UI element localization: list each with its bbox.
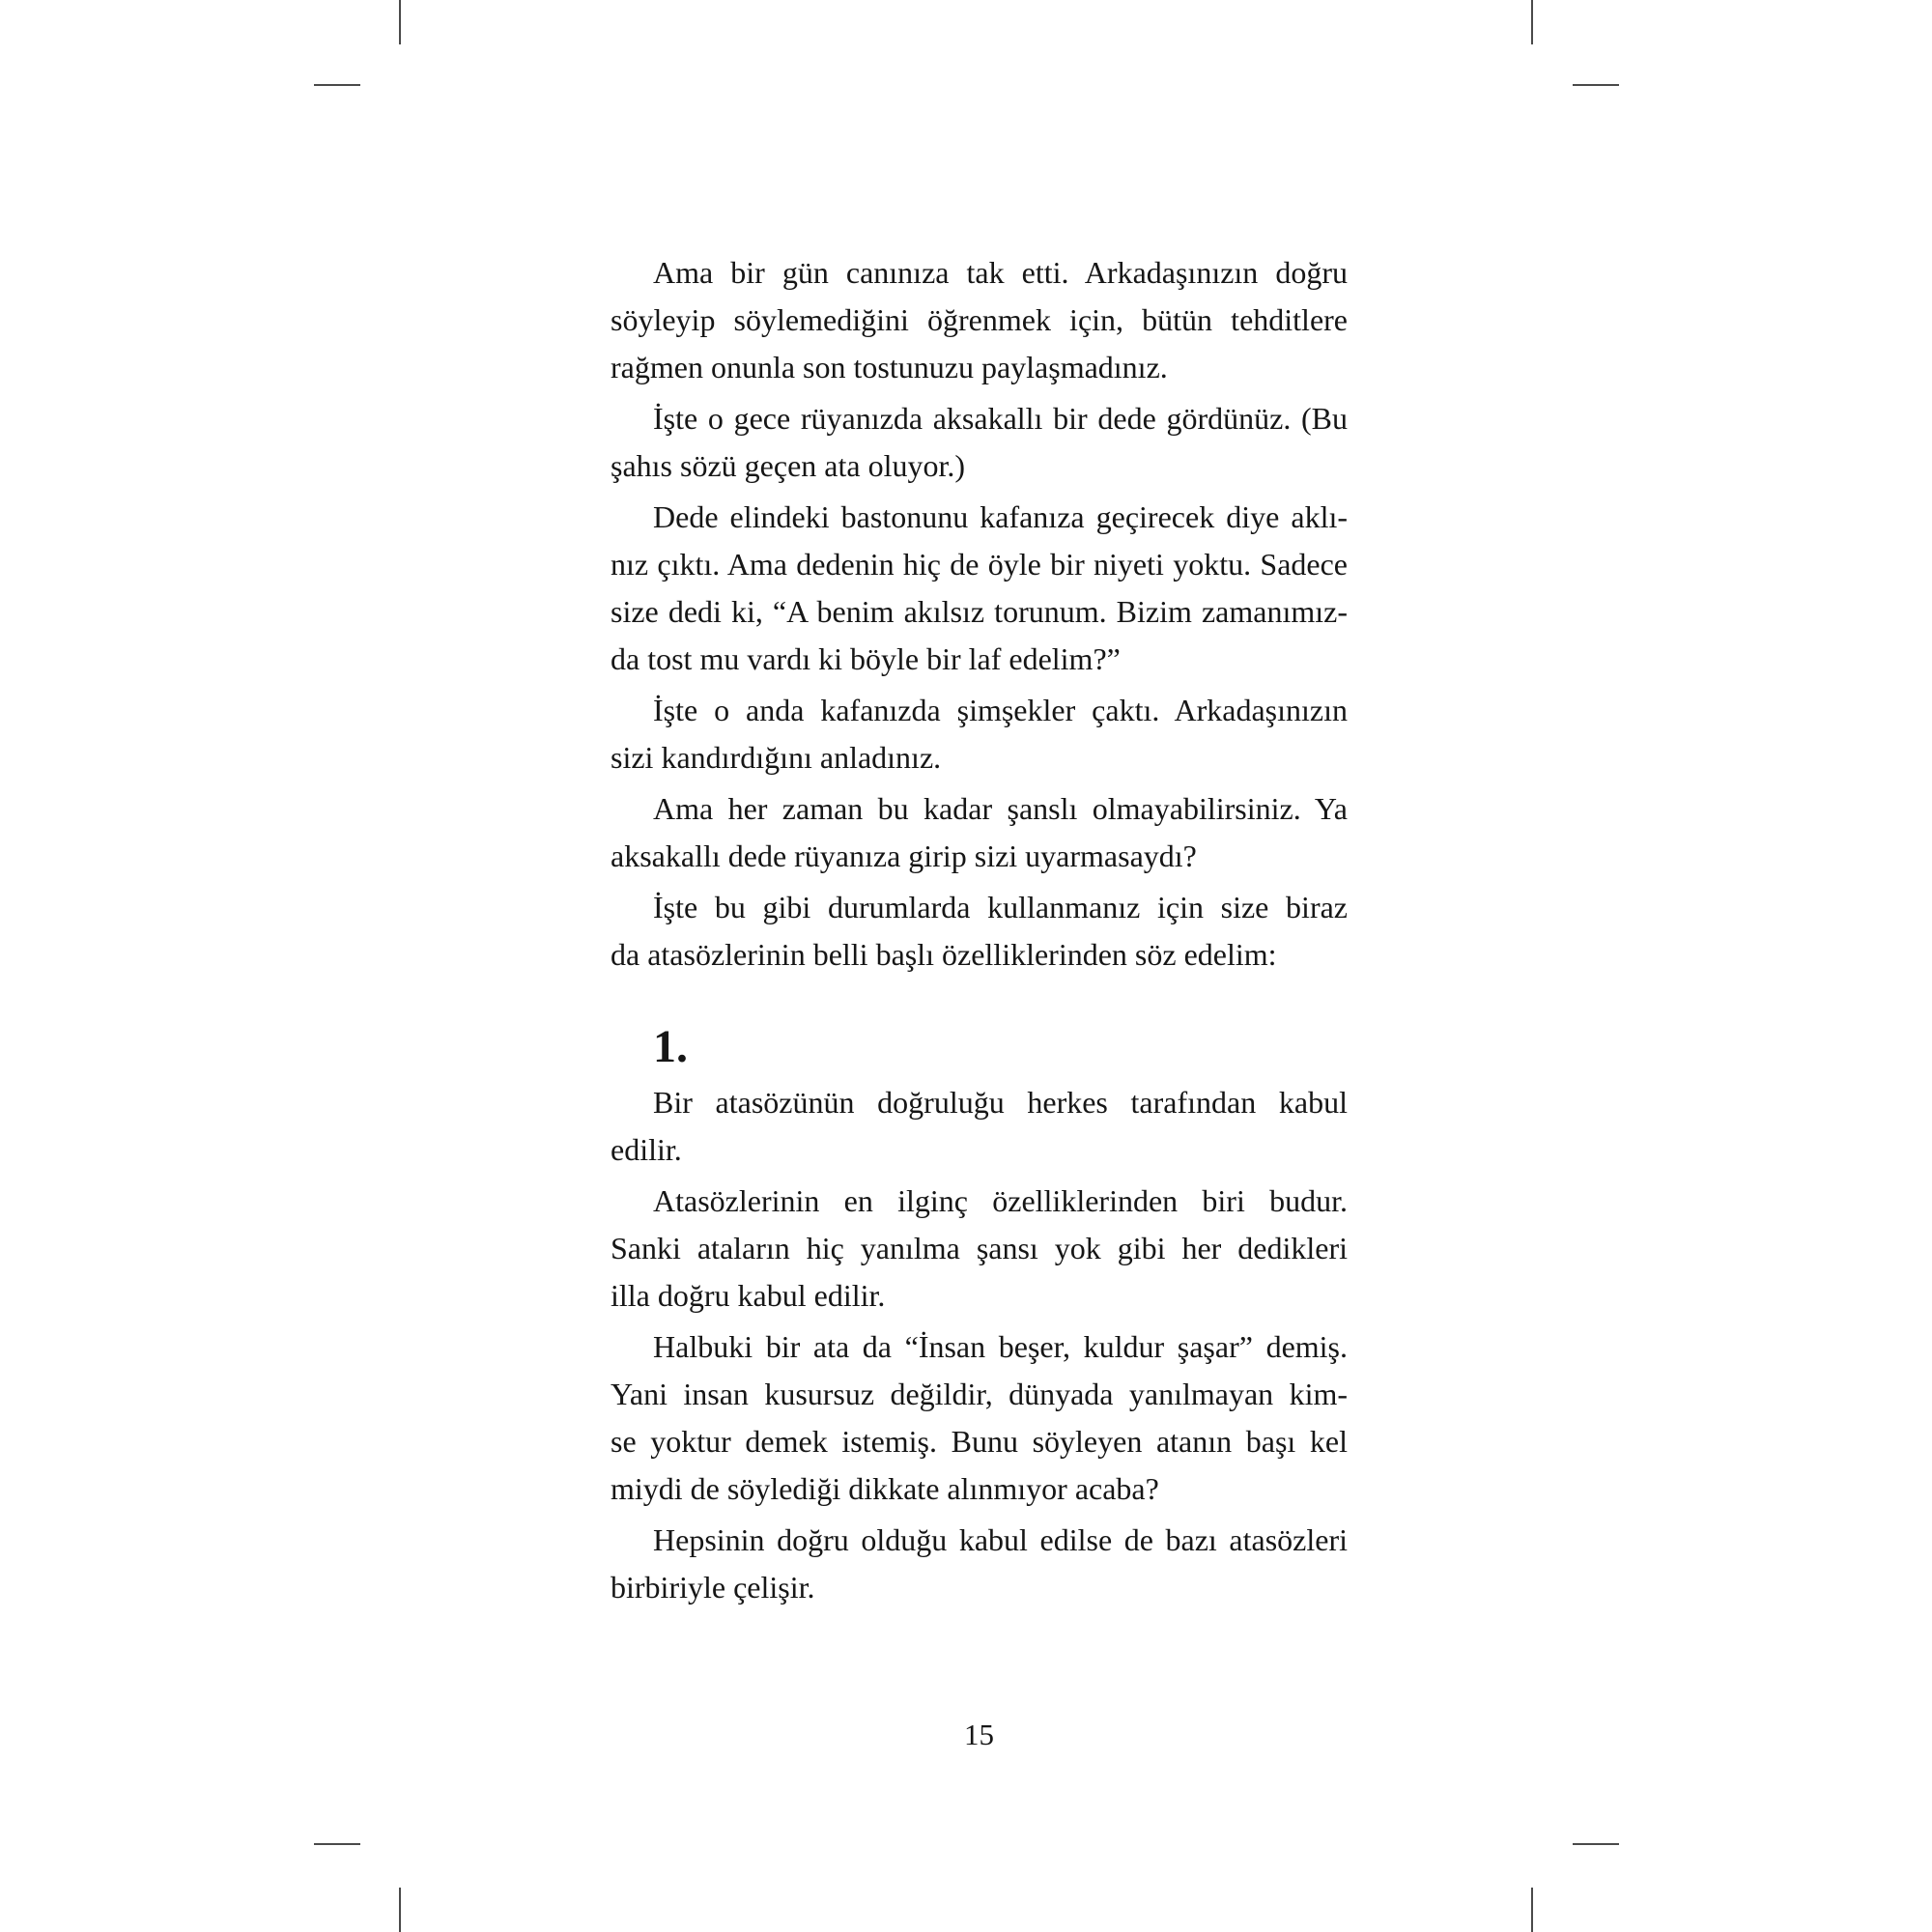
paragraph-line: Ama her zaman bu kadar şanslı olmayabilirsiniz. Ya xyxy=(653,791,1348,826)
paragraph xyxy=(611,884,1348,979)
trim-mark-top-left-vertical xyxy=(399,0,401,44)
paragraph xyxy=(611,494,1348,683)
trim-mark-bottom-left-vertical xyxy=(399,1888,401,1932)
paragraph-line: Atasözlerinin en ilginç özelliklerinden biri budur. xyxy=(653,1183,1348,1218)
paragraph xyxy=(611,1323,1348,1513)
trim-mark-bottom-right-horizontal xyxy=(1573,1843,1619,1845)
paragraph-list xyxy=(611,249,1348,1615)
paragraph xyxy=(611,249,1348,391)
paragraph-line: söyleyip söylemediğini öğrenmek için, bütün tehditlere xyxy=(611,302,1348,337)
paragraph-line: birbiriyle çelişir. xyxy=(611,1570,815,1605)
paragraph-line: şahıs sözü geçen ata oluyor.) xyxy=(611,448,965,483)
paragraph-line: İşte bu gibi durumlarda kullanmanız için size biraz xyxy=(653,890,1348,924)
paragraph-line: size dedi ki, “A benim akılsız torunum. Bizim zamanımız- xyxy=(611,594,1348,629)
paragraph-line: sizi kandırdığını anladınız. xyxy=(611,740,942,775)
paragraph-line: Dede elindeki bastonunu kafanıza geçirecek diye aklı- xyxy=(653,499,1348,534)
paragraph-line: aksakallı dede rüyanıza girip sizi uyarmasaydı? xyxy=(611,838,1197,873)
trim-mark-top-right-vertical xyxy=(1531,0,1533,44)
section-heading: 1. xyxy=(653,1021,688,1072)
paragraph xyxy=(611,785,1348,880)
trim-mark-top-left-horizontal xyxy=(314,84,360,86)
paragraph-line: Halbuki bir ata da “İnsan beşer, kuldur şaşar” demiş. xyxy=(653,1329,1348,1364)
paragraph-line: illa doğru kabul edilir. xyxy=(611,1278,886,1313)
paragraph-line: edilir. xyxy=(611,1132,682,1167)
paragraph-line: İşte o gece rüyanızda aksakallı bir dede gördünüz. (Bu xyxy=(653,401,1348,436)
paragraph xyxy=(611,687,1348,781)
trim-mark-bottom-right-vertical xyxy=(1531,1888,1533,1932)
paragraph-line: se yoktur demek istemiş. Bunu söyleyen atanın başı kel xyxy=(611,1424,1348,1459)
paragraph-line: miydi de söylediği dikkate alınmıyor acaba? xyxy=(611,1471,1159,1506)
paragraph xyxy=(611,1178,1348,1320)
page-number: 15 xyxy=(964,1718,994,1751)
paragraph-line: Hepsinin doğru olduğu kabul edilse de bazı atasözleri xyxy=(653,1522,1348,1557)
paragraph-line: Sanki ataların hiç yanılma şansı yok gibi her dedikleri xyxy=(611,1231,1348,1265)
trim-mark-top-right-horizontal xyxy=(1573,84,1619,86)
paragraph-line: rağmen onunla son tostunuzu paylaşmadınız. xyxy=(611,350,1168,384)
paragraph-line: da tost mu vardı ki böyle bir laf edelim?” xyxy=(611,641,1121,676)
paragraph-line: Bir atasözünün doğruluğu herkes tarafından kabul xyxy=(653,1085,1348,1120)
paragraph-line: Ama bir gün canınıza tak etti. Arkadaşınızın doğru xyxy=(653,255,1348,290)
paragraph-line: İşte o anda kafanızda şimşekler çaktı. Arkadaşınızın xyxy=(653,693,1348,727)
paragraph-line: Yani insan kusursuz değildir, dünyada yanılmayan kim- xyxy=(611,1377,1348,1411)
paragraph xyxy=(611,1517,1348,1611)
paragraph xyxy=(611,395,1348,490)
paragraph xyxy=(611,1079,1348,1174)
paragraph-line: nız çıktı. Ama dedenin hiç de öyle bir niyeti yoktu. Sadece xyxy=(611,547,1348,582)
trim-mark-bottom-left-horizontal xyxy=(314,1843,360,1845)
paragraph-line: da atasözlerinin belli başlı özelliklerinden söz edelim: xyxy=(611,937,1277,972)
